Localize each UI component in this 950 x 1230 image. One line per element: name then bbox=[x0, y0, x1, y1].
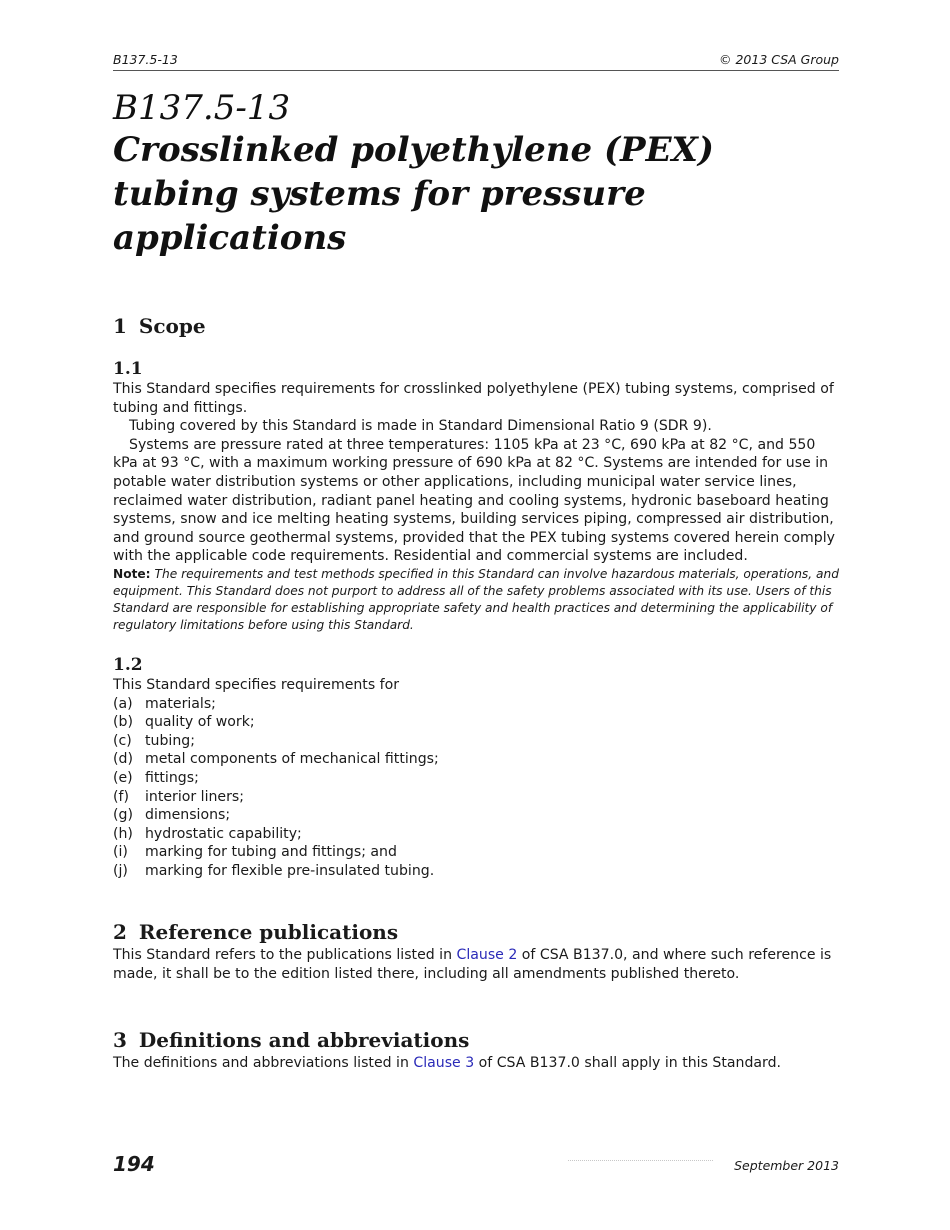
running-header bbox=[113, 52, 839, 71]
list-item-text: tubing; bbox=[145, 732, 195, 749]
section-number: 2 bbox=[113, 920, 127, 945]
list-item bbox=[113, 769, 839, 788]
list-item bbox=[113, 750, 839, 769]
list-item bbox=[113, 806, 839, 825]
section-2-heading bbox=[113, 918, 839, 946]
list-item-text: marking for tubing and fittings; and bbox=[145, 844, 397, 861]
list-item-text: fittings; bbox=[145, 769, 199, 786]
requirements-list bbox=[113, 695, 839, 881]
section-1-heading bbox=[113, 312, 839, 340]
clause-1-1-paragraph-3: Systems are pressure rated at three temperatures: 1105 kPa at 23 °C, 690 kPa at 82 °C, and 550 kPa at 93 °C, with a maximum working pressure of 690 kPa at 82 °C. Systems are intended for use in potable water distribution systems or other applications, including municipal water service lines, reclaimed water distribution, radiant panel heating and cooling systems, hydronic baseboard heating systems, snow and ice melting heating systems, building services piping, compressed air distribution, and ground source geothermal systems, provided that the PEX tubing systems covered herein comply with the applicable code requirements. Residential and commercial systems are included. bbox=[113, 436, 835, 565]
list-item-marker: (g) bbox=[113, 807, 133, 824]
publication-date: September 2013 bbox=[734, 1158, 839, 1173]
list-item-text: interior liners; bbox=[145, 788, 244, 805]
section-2-paragraph bbox=[113, 946, 839, 983]
list-item bbox=[113, 732, 839, 751]
list-item-text: quality of work; bbox=[145, 714, 255, 731]
section-title: Definitions and abbreviations bbox=[138, 1027, 470, 1052]
list-item-text: hydrostatic capability; bbox=[145, 825, 302, 842]
section-2-text-after: of CSA B137.0, and where such reference is made, it shall be to the edition listed there, including all amendments published thereto. bbox=[113, 947, 832, 983]
document-name: Crosslinked polyethylene (PEX) tubing systems for pressure applications bbox=[113, 130, 714, 258]
page-number: 194 bbox=[113, 1152, 155, 1176]
clause-1-1-note bbox=[113, 566, 839, 634]
list-item-text: dimensions; bbox=[145, 807, 231, 824]
section-3-paragraph bbox=[113, 1054, 839, 1073]
note-label: Note: bbox=[113, 566, 151, 581]
list-item-text: marking for flexible pre-insulated tubing. bbox=[145, 862, 435, 879]
clause-1-1-paragraph-2: Tubing covered by this Standard is made in Standard Dimensional Ratio 9 (SDR 9). bbox=[129, 418, 712, 435]
list-item-text: materials; bbox=[145, 695, 216, 712]
list-item-marker: (j) bbox=[113, 862, 128, 879]
list-item-marker: (i) bbox=[113, 844, 128, 861]
header-copyright: © 2013 CSA Group bbox=[718, 52, 839, 67]
section-title: Scope bbox=[138, 314, 206, 338]
document-title bbox=[113, 88, 839, 260]
clause-1-2-heading: 1.2 bbox=[113, 654, 143, 675]
clause-3-link[interactable]: Clause 3 bbox=[413, 1054, 475, 1071]
section-3-heading bbox=[113, 1026, 839, 1054]
section-3-text-after: of CSA B137.0 shall apply in this Standard. bbox=[474, 1054, 781, 1071]
list-item-marker: (e) bbox=[113, 769, 133, 786]
section-title: Reference publications bbox=[138, 920, 399, 945]
list-item bbox=[113, 862, 839, 881]
clause-1-1-heading: 1.1 bbox=[113, 359, 143, 379]
footer-watermark-dots bbox=[568, 1160, 713, 1161]
document-number: B137.5-13 bbox=[113, 88, 291, 128]
list-item-marker: (f) bbox=[113, 788, 129, 805]
section-number: 1 bbox=[113, 314, 127, 338]
note-text: The requirements and test methods specified in this Standard can involve hazardous materials, operations, and equipment. This Standard does not purport to address all of the safety problems associated with its use. Users of this Standard are responsible for establishing appropriate safety and health practices and determining the applicability of regulatory limitations before using this Standard. bbox=[113, 566, 839, 632]
list-item-marker: (b) bbox=[113, 714, 133, 731]
section-number: 3 bbox=[113, 1027, 127, 1052]
clause-1-1-paragraph-1: This Standard specifies requirements for crosslinked polyethylene (PEX) tubing systems, comprised of tubing and fittings. bbox=[113, 381, 834, 416]
section-3-text-before: The definitions and abbreviations listed in bbox=[113, 1054, 414, 1071]
list-item bbox=[113, 713, 839, 732]
list-item-marker: (a) bbox=[113, 695, 133, 712]
list-item bbox=[113, 695, 839, 714]
list-item-marker: (c) bbox=[113, 732, 132, 749]
clause-2-link[interactable]: Clause 2 bbox=[456, 947, 518, 964]
list-item bbox=[113, 843, 839, 862]
list-item-marker: (d) bbox=[113, 751, 133, 768]
header-standard-number: B137.5-13 bbox=[113, 52, 178, 67]
list-item bbox=[113, 788, 839, 807]
list-item bbox=[113, 825, 839, 844]
section-2-text-before: This Standard refers to the publications listed in bbox=[113, 947, 457, 964]
clause-1-2-intro: This Standard specifies requirements for bbox=[113, 676, 400, 693]
running-footer bbox=[113, 1152, 839, 1180]
document-body bbox=[113, 312, 839, 1072]
list-item-marker: (h) bbox=[113, 825, 133, 842]
list-item-text: metal components of mechanical fittings; bbox=[145, 751, 439, 768]
